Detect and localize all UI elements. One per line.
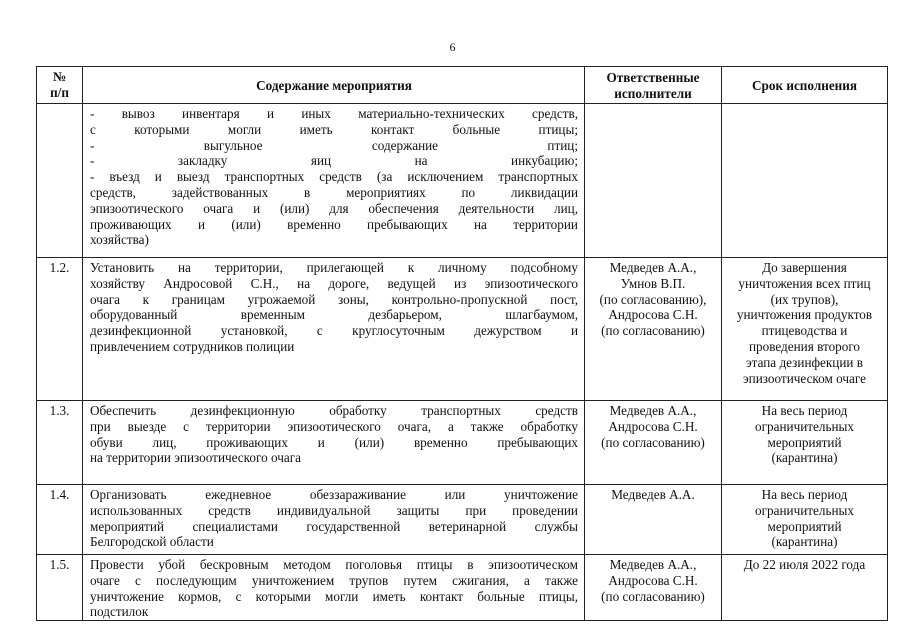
- table-row: [37, 401, 888, 485]
- responsible-line: Умнов В.П.: [620, 275, 686, 291]
- content-line: Провести убой бескровным методом поголовья птицы в эпизоотическом: [90, 557, 578, 572]
- content-line: использованных средств индивидуальной защиты при проведении: [90, 502, 578, 518]
- content-line: хозяйства): [90, 232, 149, 248]
- responsible-line: Андросова С.Н.: [608, 307, 698, 323]
- responsible-line: (по согласованию): [601, 323, 705, 339]
- content-line: с которыми могли иметь контакт больные птицы;: [90, 121, 578, 137]
- term-line: (карантина): [771, 534, 838, 550]
- term-line: ограничительных: [755, 418, 854, 434]
- row-number: [37, 104, 83, 258]
- content-line: оборудованный временным дезбарьером, шлагбаумом,: [90, 307, 578, 323]
- row-number: 1.5.: [37, 555, 83, 621]
- responsible-line: Медведев А.А.: [611, 487, 695, 502]
- table-row: [37, 555, 888, 621]
- term-line: На весь период: [761, 403, 848, 418]
- header-content: Содержание мероприятия: [83, 67, 585, 104]
- term-line: мероприятий: [767, 518, 842, 534]
- table-header-row: [37, 67, 888, 104]
- table-row: [37, 104, 888, 258]
- content-line: - вывоз инвентаря и иных материально-технических средств,: [90, 106, 578, 121]
- row-term: [722, 401, 888, 485]
- row-content: [83, 104, 585, 258]
- table-row: [37, 485, 888, 555]
- term-line: На весь период: [761, 487, 848, 502]
- term-line: До завершения: [762, 260, 847, 275]
- term-line: этапа дезинфекции в: [745, 354, 864, 370]
- row-responsible: [585, 258, 722, 401]
- content-line: обуви лиц, проживающих и (или) временно пребывающих: [90, 434, 578, 450]
- header-responsible-line1: Ответственные: [606, 70, 700, 86]
- header-responsible: [585, 67, 722, 104]
- responsible-line: (по согласованию),: [599, 291, 707, 307]
- row-number: 1.3.: [37, 401, 83, 485]
- header-term: Срок исполнения: [722, 67, 888, 104]
- responsible-line: Андросова С.Н.: [608, 418, 698, 434]
- content-line: очаге с последующим уничтожением трупов путем сжигания, а также: [90, 572, 578, 588]
- content-line: очага к границам угрожаемой зоны, контрольно-пропускной пост,: [90, 291, 578, 307]
- content-line: на территории эпизоотического очага: [90, 450, 301, 466]
- term-line: мероприятий: [767, 434, 842, 450]
- content-line: Установить на территории, прилегающей к личному подсобному: [90, 260, 578, 275]
- header-responsible-line2: исполнители: [614, 86, 692, 101]
- row-content: [83, 555, 585, 621]
- table-row: [37, 258, 888, 401]
- row-term: [722, 485, 888, 555]
- term-line: уничтожения продуктов: [736, 307, 873, 323]
- row-number: 1.4.: [37, 485, 83, 555]
- content-line: проживающих и (или) временно пребывающих на территории: [90, 216, 578, 232]
- term-line: эпизоотическом очаге: [743, 370, 866, 386]
- term-line: уничтожения всех птиц: [738, 275, 871, 291]
- content-line: подстилок: [90, 604, 149, 620]
- content-line: мероприятий специалистами государственной ветеринарной службы: [90, 518, 578, 534]
- row-number: 1.2.: [37, 258, 83, 401]
- term-line: (карантина): [771, 450, 838, 466]
- page-number: 6: [449, 40, 456, 54]
- row-content: [83, 485, 585, 555]
- term-line: ограничительных: [755, 502, 854, 518]
- row-responsible: [585, 401, 722, 485]
- header-number-line2: п/п: [50, 85, 69, 100]
- header-number-line1: №: [52, 69, 67, 85]
- responsible-line: Медведев А.А.,: [609, 557, 697, 572]
- content-line: при выезде с территории эпизоотического очага, а также обработку: [90, 418, 578, 434]
- row-responsible: [585, 485, 722, 555]
- term-line: проведения второго: [748, 338, 861, 354]
- responsible-line: (по согласованию): [601, 434, 705, 450]
- content-line: - закладку яиц на инкубацию;: [90, 153, 578, 169]
- row-content: [83, 401, 585, 485]
- content-line: дезинфекционной установкой, с круглосуточным дежурством и: [90, 323, 578, 339]
- content-line: Обеспечить дезинфекционную обработку транспортных средств: [90, 403, 578, 418]
- responsible-line: Медведев А.А.,: [609, 260, 697, 275]
- content-line: - въезд и выезд транспортных средств (за исключением транспортных: [90, 169, 578, 185]
- row-term: [722, 555, 888, 621]
- term-line: (их трупов),: [770, 291, 839, 307]
- responsible-line: Медведев А.А.,: [609, 403, 697, 418]
- content-line: Организовать ежедневное обеззараживание или уничтожение: [90, 487, 578, 502]
- measures-table: [36, 66, 888, 621]
- content-line: - выгульное содержание птиц;: [90, 137, 578, 153]
- term-line: До 22 июля 2022 года: [743, 557, 866, 572]
- content-line: средств, задействованных в мероприятиях по ликвидации: [90, 184, 578, 200]
- content-line: эпизоотического очага и (или) для обеспечения деятельности лиц,: [90, 200, 578, 216]
- row-content: [83, 258, 585, 401]
- row-responsible: [585, 555, 722, 621]
- header-number: [37, 67, 83, 104]
- row-term: [722, 258, 888, 401]
- content-line: хозяйству Андросовой С.Н., на дороге, ведущей из эпизоотического: [90, 275, 578, 291]
- content-line: привлечением сотрудников полиции: [90, 338, 295, 354]
- row-responsible: [585, 104, 722, 258]
- content-line: Белгородской области: [90, 534, 214, 550]
- responsible-line: (по согласованию): [601, 588, 705, 604]
- term-line: птицеводства и: [761, 323, 848, 339]
- row-term: [722, 104, 888, 258]
- responsible-line: Андросова С.Н.: [608, 572, 698, 588]
- content-line: уничтожение кормов, с которыми могли иметь контакт больные птицы,: [90, 588, 578, 604]
